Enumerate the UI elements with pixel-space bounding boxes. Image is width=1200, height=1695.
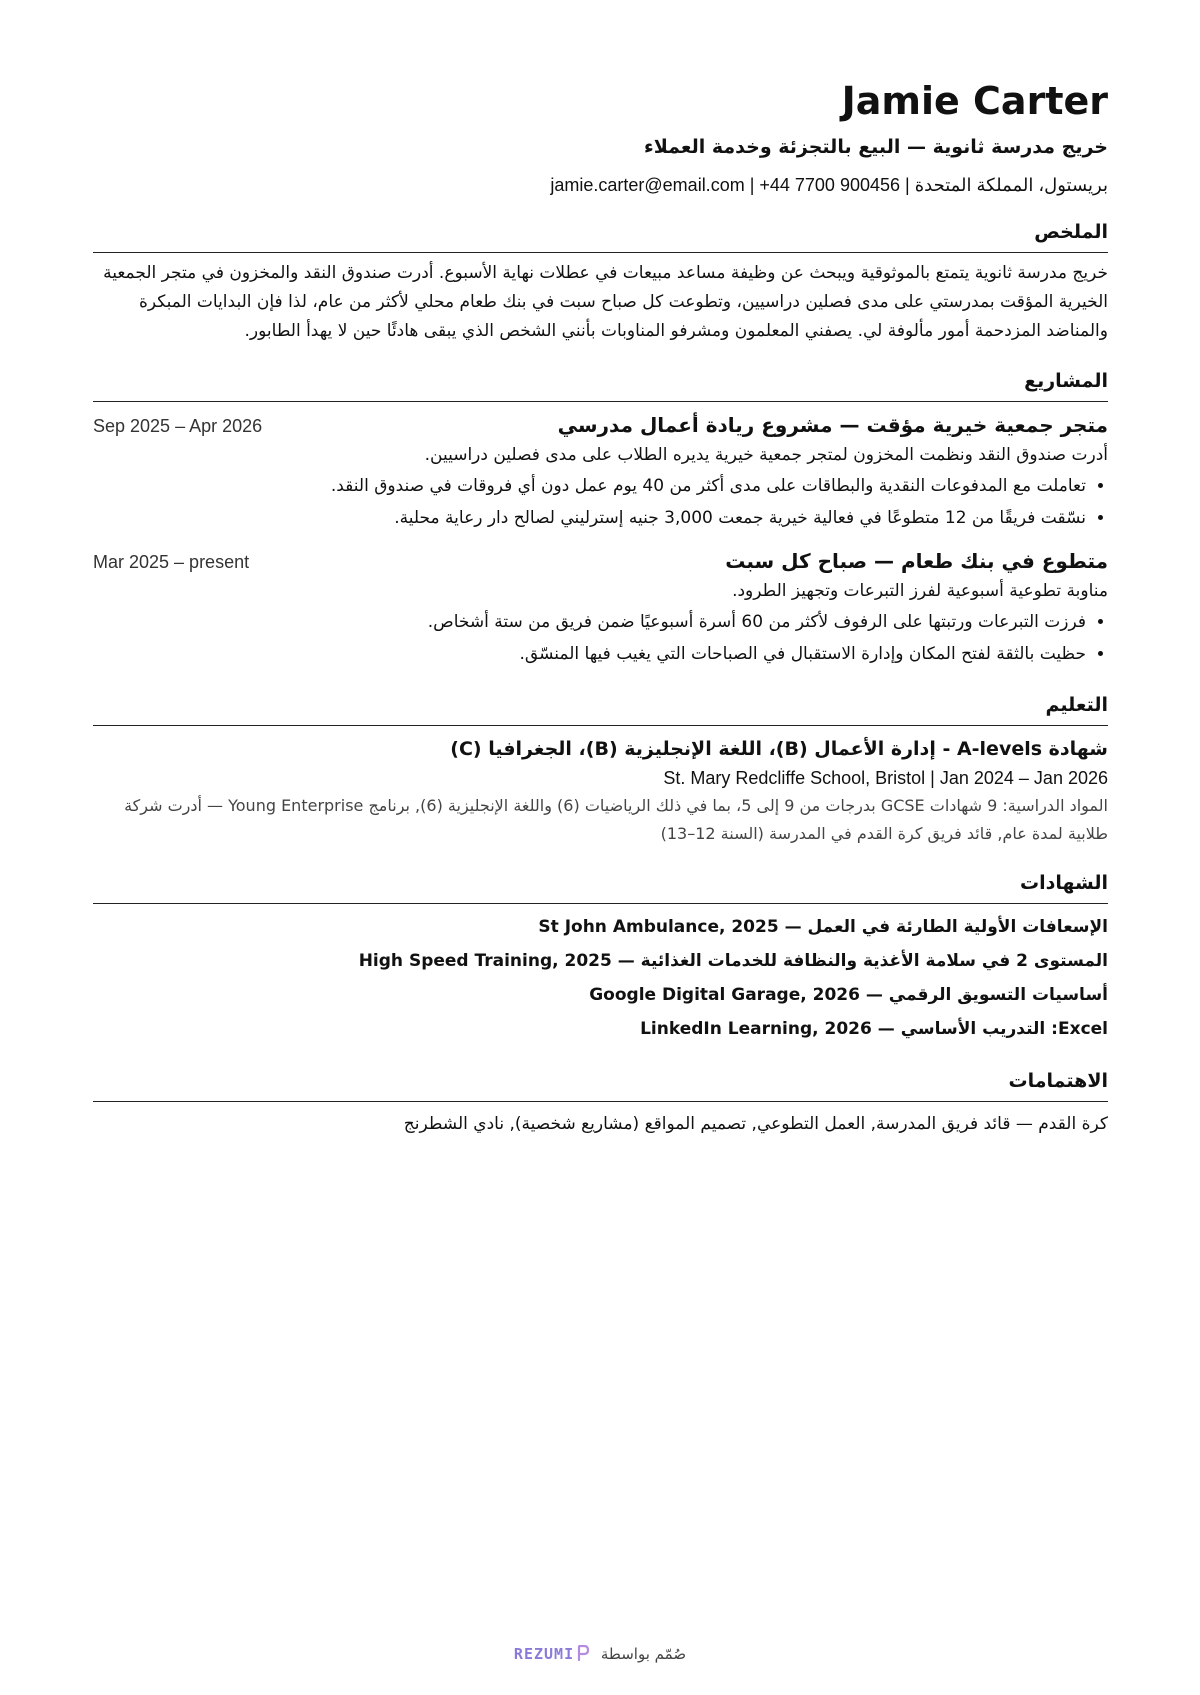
project-date: Sep 2025 – Apr 2026 bbox=[93, 416, 263, 436]
footer-brand bbox=[514, 1645, 590, 1663]
project-bullets bbox=[93, 470, 1108, 534]
certifications-list bbox=[93, 910, 1108, 1046]
project-description: أدرت صندوق النقد ونظمت المخزون لمتجر جمعية خيرية يديره الطلاب على مدى فصلين دراسيين. bbox=[424, 445, 1108, 465]
certification-item: الإسعافات الأولية الطارئة في العمل — St John Ambulance, 2025 bbox=[538, 917, 1108, 937]
section-title-education: التعليم bbox=[93, 692, 1108, 726]
project-description: مناوبة تطوعية أسبوعية لفرز التبرعات وتجهيز الطرود. bbox=[732, 581, 1108, 601]
contact-info: بريستول، المملكة المتحدة | jamie.carter@email.com | +44 7700 900456 bbox=[550, 175, 1108, 195]
project-header bbox=[93, 410, 1108, 440]
project-bullets bbox=[93, 606, 1108, 670]
section-title-summary: الملخص bbox=[93, 219, 1108, 253]
interests-section bbox=[93, 1068, 1108, 1138]
project-entry bbox=[93, 410, 1108, 534]
resume-page bbox=[93, 78, 1108, 1138]
education-details: المواد الدراسية: 9 شهادات GCSE بدرجات من 9 إلى 5، بما في ذلك الرياضيات (6) واللغة الإنجليزية (6), برنامج Young Enterprise — أدرت شركة طلابية لمدة عام, قائد فريق كرة القدم في المدرسة (السنة 12–13) bbox=[124, 796, 1108, 843]
summary-section bbox=[93, 219, 1108, 346]
project-header bbox=[93, 546, 1108, 576]
section-title-projects: المشاريع bbox=[93, 368, 1108, 402]
section-title-certifications: الشهادات bbox=[93, 870, 1108, 904]
interests-text: كرة القدم — قائد فريق المدرسة, العمل التطوعي, تصميم المواقع (مشاريع شخصية), نادي الشطرنج bbox=[403, 1114, 1108, 1134]
project-title: متطوع في بنك طعام — صباح كل سبت bbox=[725, 549, 1108, 573]
certification-item: المستوى 2 في سلامة الأغذية والنظافة للخدمات الغذائية — High Speed Training, 2025 bbox=[358, 951, 1108, 971]
candidate-name: Jamie Carter bbox=[841, 79, 1108, 123]
certification-item: أساسيات التسويق الرقمي — Google Digital Garage, 2026 bbox=[589, 985, 1108, 1005]
footer-label: صُمّم بواسطة bbox=[600, 1645, 687, 1663]
section-title-interests: الاهتمامات bbox=[93, 1068, 1108, 1102]
education-section bbox=[93, 692, 1108, 848]
bullet-item: • نسّقت فريقًا من 12 متطوعًا في فعالية خيرية جمعت 3,000 جنيه إسترليني لصالح دار رعاية محلية. bbox=[93, 502, 1086, 534]
headline: خريج مدرسة ثانوية — البيع بالتجزئة وخدمة العملاء bbox=[644, 136, 1108, 158]
bullet-item: • فرزت التبرعات ورتبتها على الرفوف لأكثر من 60 أسرة أسبوعيًا ضمن فريق من ستة أشخاص. bbox=[93, 606, 1086, 638]
project-date: Mar 2025 – present bbox=[93, 552, 250, 572]
education-school: St. Mary Redcliffe School, Bristol | Jan 2024 – Jan 2026 bbox=[663, 768, 1108, 788]
education-degree: شهادة A-levels - إدارة الأعمال (B)، اللغة الإنجليزية (B)، الجغرافيا (C) bbox=[450, 738, 1108, 760]
bullet-item: • تعاملت مع المدفوعات النقدية والبطاقات على مدى أكثر من 40 يوم عمل دون أي فروقات في صندوق النقد. bbox=[93, 470, 1086, 502]
certifications-section bbox=[93, 870, 1108, 1046]
projects-section bbox=[93, 368, 1108, 670]
project-entry bbox=[93, 546, 1108, 670]
footer-brand-text: REZUMI bbox=[513, 1645, 575, 1663]
project-title: متجر جمعية خيرية مؤقت — مشروع ريادة أعمال مدرسي bbox=[557, 413, 1108, 437]
summary-text: خريج مدرسة ثانوية يتمتع بالموثوقية ويبحث عن وظيفة مساعد مبيعات في عطلات نهاية الأسبوع. أدرت صندوق النقد والمخزون في متجر الجمعية الخيرية المؤقت بمدرستي على مدى فصلين دراسيين، وتطوعت كل صباح سبت في بنك طعام محلي لأكثر من عام، لذا فإن البدايات المبكرة والمناضد المزدحمة أمور مألوفة لي. يصفني المعلمون ومشرفو المناوبات بأنني الشخص الذي يبقى هادئًا حين لا يهدأ الطابور. bbox=[103, 263, 1108, 341]
rezumi-logo-icon bbox=[576, 1645, 590, 1661]
certification-item: Excel: التدريب الأساسي — LinkedIn Learning, 2026 bbox=[640, 1019, 1108, 1039]
footer-credit[interactable] bbox=[0, 1645, 1200, 1663]
bullet-item: • حظيت بالثقة لفتح المكان وإدارة الاستقبال في الصباحات التي يغيب فيها المنسّق. bbox=[93, 638, 1086, 670]
